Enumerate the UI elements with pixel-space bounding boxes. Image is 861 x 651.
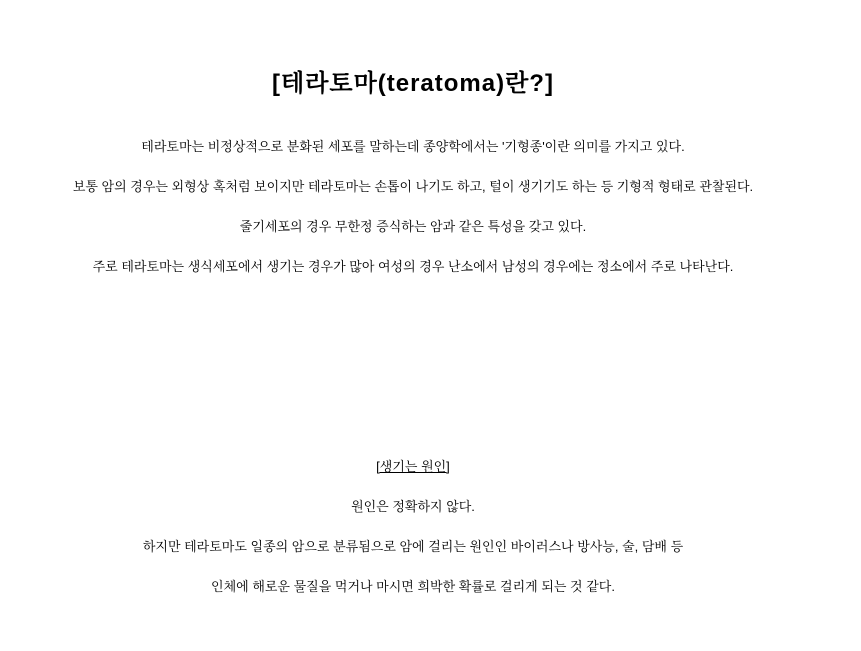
intro-paragraph-1: 테라토마는 비정상적으로 분화된 세포를 말하는데 종양학에서는 '기형종'이란 의미를 가지고 있다. — [141, 139, 685, 154]
blank-space — [0, 287, 826, 447]
intro-paragraph-3: 줄기세포의 경우 무한정 증식하는 암과 같은 특성을 갖고 있다. — [239, 219, 587, 234]
intro-paragraph-4: 주로 테라토마는 생식세포에서 생기는 경우가 많아 여성의 경우 난소에서 남성의 경우에는 정소에서 주로 나타난다. — [92, 259, 734, 274]
section-heading-line — [0, 447, 826, 487]
article-title: [테라토마(teratoma)란?] — [272, 70, 554, 97]
section-heading: [생기는 원인] — [376, 459, 450, 474]
intro-paragraph-2: 보통 암의 경우는 외형상 혹처럼 보이지만 테라토마는 손톱이 나기도 하고, 털이 생기기도 하는 등 기형적 형태로 관찰된다. — [72, 179, 754, 194]
section-paragraph-3: 인체에 해로운 물질을 먹거나 마시면 희박한 확률로 걸리게 되는 것 같다. — [211, 579, 615, 594]
section-paragraph-2: 하지만 테라토마도 일종의 암으로 분류됨으로 암에 걸리는 원인인 바이러스나 방사능, 술, 담배 등 — [142, 539, 684, 554]
section-paragraph-1: 원인은 정확하지 않다. — [351, 499, 475, 514]
